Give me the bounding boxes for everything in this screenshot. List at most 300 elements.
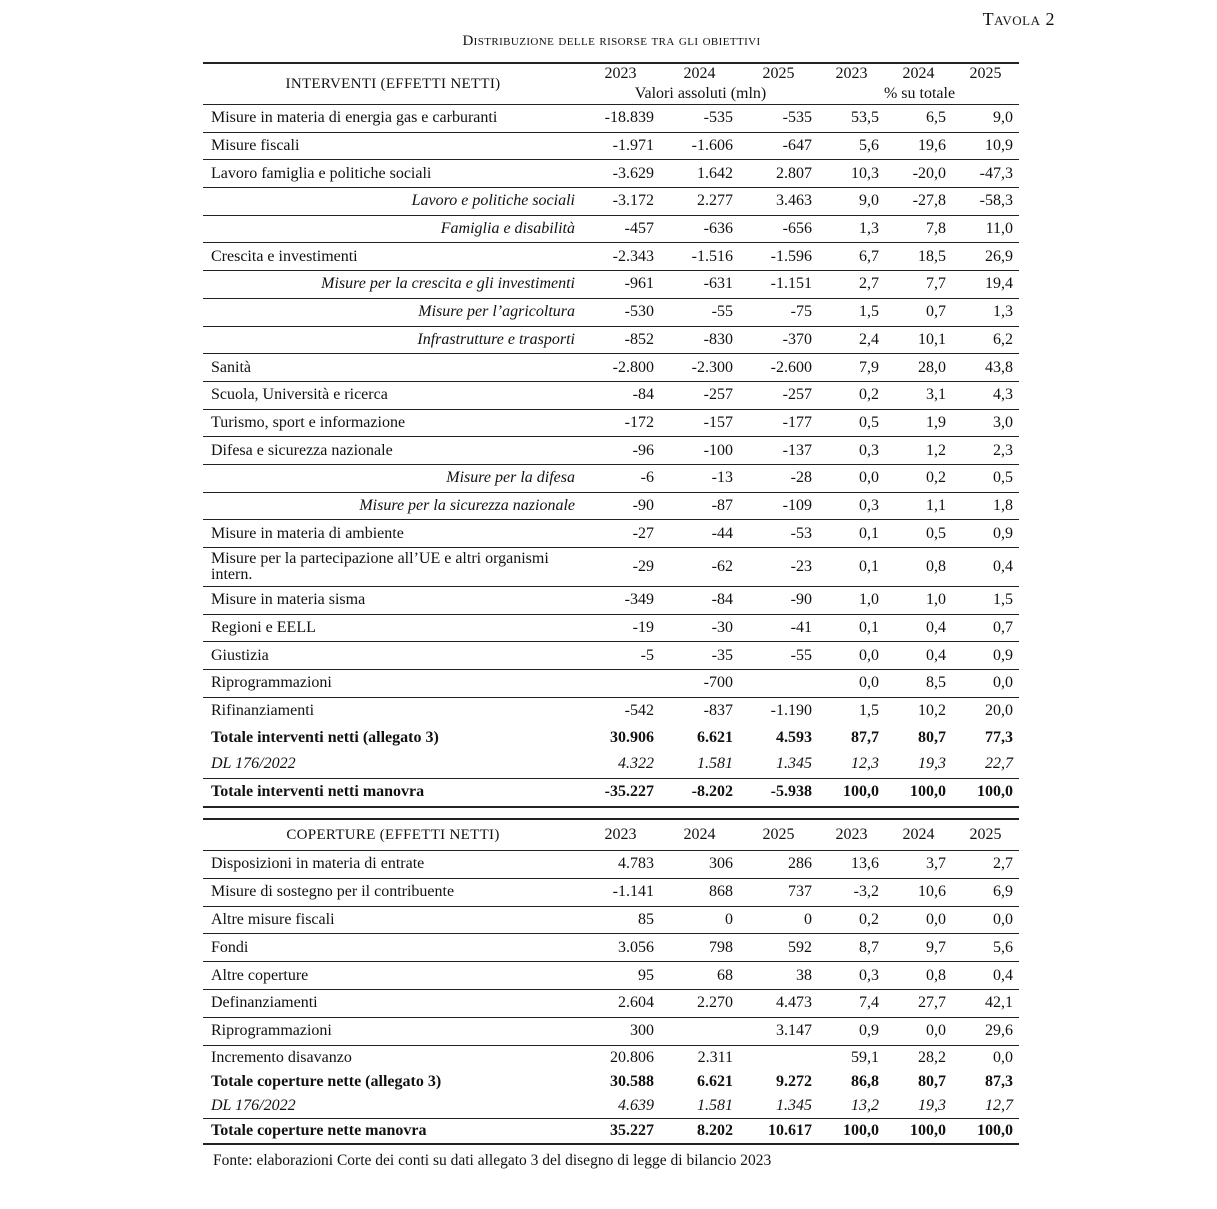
value-cell: -3.629	[581, 160, 660, 188]
value-cell: -837	[703, 702, 733, 720]
value-cell: -109	[739, 492, 818, 520]
unit-absolute-header: Valori assoluti (mln)	[581, 84, 818, 105]
percent-cell: 100,0	[818, 778, 885, 806]
table-row	[203, 520, 1019, 548]
value-cell: -370	[739, 326, 818, 354]
percent-cell: 10,1	[885, 326, 952, 354]
value-cell: -29	[581, 548, 660, 587]
value-cell: 798	[660, 934, 739, 962]
value-cell: 306	[660, 851, 739, 879]
value-cell: 868	[660, 878, 739, 906]
percent-cell: 8,7	[818, 934, 885, 962]
value-cell: -535	[660, 105, 739, 133]
value-cell: 1.642	[660, 160, 739, 188]
value-cell: -84	[660, 587, 739, 615]
value-cell: -90	[581, 492, 660, 520]
percent-cell: 2,4	[818, 326, 885, 354]
value-cell: -100	[660, 437, 739, 465]
value-cell: -257	[660, 381, 739, 409]
table-row	[203, 1017, 1019, 1045]
value-cell: -1.190	[770, 702, 812, 720]
value-cell: 8.202	[660, 1118, 739, 1144]
value-cell: -84	[581, 381, 660, 409]
percent-cell: 77,3	[985, 728, 1013, 746]
percent-cell: 5,6	[818, 132, 885, 160]
value-cell: -852	[581, 326, 660, 354]
value-cell: 0	[660, 906, 739, 934]
percent-cell: 6,5	[885, 105, 952, 133]
value-cell: -636	[660, 215, 739, 243]
percent-cell: 1,3	[952, 298, 1019, 326]
table-row	[203, 697, 1019, 724]
value-cell: 9.272	[776, 1072, 812, 1090]
percent-cell: 100,0	[885, 778, 952, 806]
percent-cell: 18,5	[885, 243, 952, 271]
table-row	[203, 354, 1019, 382]
percent-cell: 0,8	[885, 548, 952, 587]
percent-cell: 6,2	[952, 326, 1019, 354]
value-cell: 4.322	[581, 751, 660, 778]
table-row	[203, 614, 1019, 642]
table-row	[203, 271, 1019, 299]
value-cell: 3.147	[739, 1017, 818, 1045]
value-cell: -530	[581, 298, 660, 326]
row-label: Riprogrammazioni	[203, 1017, 581, 1045]
table-row	[203, 492, 1019, 520]
percent-cell: 0,0	[818, 670, 885, 698]
percent-cell: 42,1	[952, 989, 1019, 1017]
percent-cell: 1,5	[859, 702, 879, 720]
row-label: DL 176/2022	[203, 1094, 581, 1119]
value-cell: -1.141	[581, 878, 660, 906]
value-cell: -2.300	[660, 354, 739, 382]
table-title: Distribuzione delle risorse tra gli obiettivi	[462, 33, 761, 49]
percent-cell: 0,4	[952, 548, 1019, 587]
value-cell: -28	[739, 464, 818, 492]
value-cell: 30.906	[610, 728, 654, 746]
percent-cell: 0,1	[818, 548, 885, 587]
row-label: Fondi	[203, 934, 581, 962]
percent-cell: 1,3	[818, 215, 885, 243]
percent-cell: 5,6	[952, 934, 1019, 962]
percent-cell: 2,7	[818, 271, 885, 299]
value-cell: 1.345	[739, 751, 818, 778]
percent-cell: 0,4	[952, 962, 1019, 990]
unit-percent-header: % su totale	[818, 84, 1019, 105]
value-cell	[739, 670, 818, 698]
year-header: 2023	[835, 65, 868, 82]
value-cell: 68	[660, 962, 739, 990]
value-cell: -656	[739, 215, 818, 243]
value-cell: -1.596	[739, 243, 818, 271]
percent-cell: 9,0	[818, 188, 885, 216]
value-cell: -35.227	[581, 778, 660, 806]
percent-cell: 22,7	[952, 751, 1019, 778]
year-header: 2023	[835, 826, 868, 843]
value-cell: -157	[660, 409, 739, 437]
value-cell: -3.172	[581, 188, 660, 216]
value-cell: 1.345	[739, 1094, 818, 1119]
table-row	[203, 437, 1019, 465]
percent-cell: 12,7	[952, 1094, 1019, 1119]
table-row	[203, 105, 1019, 133]
table-row	[203, 989, 1019, 1017]
percent-cell: 2,7	[952, 851, 1019, 879]
value-cell: 95	[581, 962, 660, 990]
row-label: DL 176/2022	[203, 751, 581, 778]
row-label: Sanità	[203, 354, 581, 382]
value-cell: 286	[739, 851, 818, 879]
row-label: Riprogrammazioni	[203, 670, 581, 698]
value-cell	[660, 1017, 739, 1045]
percent-cell: 6,7	[818, 243, 885, 271]
percent-cell: 1,5	[952, 587, 1019, 615]
value-cell: 6.621	[697, 1072, 733, 1090]
percent-cell: 0,9	[818, 1017, 885, 1045]
table-row	[203, 160, 1019, 188]
value-cell	[739, 1045, 818, 1070]
table-row	[203, 724, 1019, 751]
percent-cell: 87,3	[985, 1072, 1013, 1090]
table-row	[203, 548, 1019, 587]
table-row	[203, 464, 1019, 492]
percent-cell: -27,8	[885, 188, 952, 216]
year-header: 2024	[902, 826, 935, 843]
percent-cell: 9,0	[952, 105, 1019, 133]
row-label: Regioni e EELL	[203, 614, 581, 642]
percent-cell: 2,3	[952, 437, 1019, 465]
value-cell: 38	[739, 962, 818, 990]
row-label: Definanziamenti	[203, 989, 581, 1017]
percent-cell: 8,5	[885, 670, 952, 698]
value-cell: -2.343	[581, 243, 660, 271]
row-label: Misure per la sicurezza nazionale	[203, 492, 581, 520]
percent-cell: 59,1	[851, 1048, 879, 1066]
percent-cell: 10,3	[818, 160, 885, 188]
percent-cell: 12,3	[818, 751, 885, 778]
value-cell: 3.056	[581, 934, 660, 962]
percent-cell: 0,9	[952, 642, 1019, 670]
percent-cell: 100,0	[885, 1118, 952, 1144]
row-label: Totale interventi netti (allegato 3)	[211, 728, 439, 746]
value-cell: 737	[739, 878, 818, 906]
percent-cell: 7,4	[818, 989, 885, 1017]
percent-cell: 86,8	[851, 1072, 879, 1090]
percent-cell: 27,7	[885, 989, 952, 1017]
percent-cell: -58,3	[952, 188, 1019, 216]
value-cell: 4.473	[739, 989, 818, 1017]
table-row	[203, 906, 1019, 934]
value-cell: 2.807	[739, 160, 818, 188]
percent-cell: 1,1	[885, 492, 952, 520]
value-cell: -35	[660, 642, 739, 670]
row-label: Misure per l’agricoltura	[203, 298, 581, 326]
row-label: Misure per la partecipazione all’UE e altri organismi intern.	[203, 548, 581, 587]
percent-cell: -20,0	[885, 160, 952, 188]
row-label: Misure in materia sisma	[203, 587, 581, 615]
percent-cell: 13,2	[818, 1094, 885, 1119]
table-row	[203, 878, 1019, 906]
row-label: Disposizioni in materia di entrate	[203, 851, 581, 879]
percent-cell: 0,5	[952, 464, 1019, 492]
table-row	[203, 1118, 1019, 1144]
percent-cell: 13,6	[818, 851, 885, 879]
value-cell: -90	[739, 587, 818, 615]
value-cell: -27	[581, 520, 660, 548]
percent-cell: 0,5	[885, 520, 952, 548]
table-row	[203, 851, 1019, 879]
row-label: Altre misure fiscali	[203, 906, 581, 934]
value-cell: 2.604	[581, 989, 660, 1017]
value-cell: 20.806	[610, 1048, 654, 1066]
value-cell: -631	[660, 271, 739, 299]
percent-cell: 20,0	[985, 702, 1013, 720]
value-cell: 2.270	[660, 989, 739, 1017]
value-cell: 4.783	[581, 851, 660, 879]
percent-cell: 0,2	[818, 381, 885, 409]
value-cell: 6.621	[697, 728, 733, 746]
value-cell: -19	[581, 614, 660, 642]
percent-cell: 1,5	[818, 298, 885, 326]
percent-cell: 80,7	[918, 1072, 946, 1090]
percent-cell: 43,8	[952, 354, 1019, 382]
year-header: 2025	[969, 65, 1002, 82]
value-cell: 1.581	[660, 1094, 739, 1119]
row-label: Crescita e investimenti	[203, 243, 581, 271]
value-cell: -41	[739, 614, 818, 642]
interventi-table	[203, 62, 1019, 808]
row-label: Misure in materia di ambiente	[203, 520, 581, 548]
row-label: Lavoro famiglia e politiche sociali	[203, 160, 581, 188]
table-row	[203, 1070, 1019, 1094]
percent-cell: 0,0	[818, 464, 885, 492]
value-cell: -961	[581, 271, 660, 299]
percent-cell: 10,2	[918, 702, 946, 720]
percent-cell: 19,6	[885, 132, 952, 160]
table-row	[203, 188, 1019, 216]
value-cell: 85	[581, 906, 660, 934]
percent-cell: 100,0	[952, 778, 1019, 806]
percent-cell: 0,0	[818, 642, 885, 670]
table-row	[203, 243, 1019, 271]
table-row	[203, 1094, 1019, 1119]
percent-cell: 0,0	[885, 906, 952, 934]
percent-cell: 0,7	[952, 614, 1019, 642]
value-cell: -55	[739, 642, 818, 670]
percent-cell: 53,5	[818, 105, 885, 133]
percent-cell: 1,8	[952, 492, 1019, 520]
percent-cell: 1,2	[885, 437, 952, 465]
percent-cell: 0,3	[818, 492, 885, 520]
value-cell: -13	[660, 464, 739, 492]
percent-cell: 0,5	[818, 409, 885, 437]
value-cell: -6	[581, 464, 660, 492]
row-label: Totale coperture nette manovra	[203, 1118, 581, 1144]
value-cell: -18.839	[581, 105, 660, 133]
year-header: 2025	[762, 65, 795, 82]
value-cell: 300	[581, 1017, 660, 1045]
value-cell: -53	[739, 520, 818, 548]
value-cell: -5.938	[739, 778, 818, 806]
value-cell: -2.800	[581, 354, 660, 382]
percent-cell: 0,4	[885, 642, 952, 670]
table-row	[203, 962, 1019, 990]
year-header: 2025	[762, 826, 795, 843]
value-cell: 592	[739, 934, 818, 962]
percent-cell: 1,0	[885, 587, 952, 615]
percent-cell: 19,3	[885, 751, 952, 778]
percent-cell: 10,9	[952, 132, 1019, 160]
table-row	[203, 587, 1019, 615]
percent-cell: 7,8	[885, 215, 952, 243]
row-label: Totale coperture nette (allegato 3)	[211, 1072, 442, 1090]
table-row	[203, 215, 1019, 243]
row-label: Misure per la crescita e gli investimenti	[203, 271, 581, 299]
percent-cell: 7,9	[818, 354, 885, 382]
percent-cell: 0,2	[818, 906, 885, 934]
table-row	[203, 670, 1019, 698]
value-cell: 2.277	[660, 188, 739, 216]
value-cell: -700	[660, 670, 739, 698]
percent-cell: 1,9	[885, 409, 952, 437]
value-cell: -830	[660, 326, 739, 354]
row-label: Rifinanziamenti	[211, 702, 315, 720]
value-cell: -1.516	[660, 243, 739, 271]
row-label: Difesa e sicurezza nazionale	[203, 437, 581, 465]
percent-cell: 0,3	[818, 437, 885, 465]
row-label: Altre coperture	[203, 962, 581, 990]
percent-cell: 0,2	[885, 464, 952, 492]
source-note: Fonte: elaborazioni Corte dei conti su dati allegato 3 del disegno di legge di bilancio 2023	[213, 1152, 772, 1169]
percent-cell: 6,9	[952, 878, 1019, 906]
percent-cell: 100,0	[818, 1118, 885, 1144]
percent-cell: 0,3	[818, 962, 885, 990]
percent-cell: 87,7	[851, 728, 879, 746]
percent-cell: 3,0	[952, 409, 1019, 437]
year-header: 2024	[683, 65, 716, 82]
year-header: 2025	[969, 826, 1002, 843]
percent-cell: 0,1	[818, 520, 885, 548]
table-row	[203, 751, 1019, 778]
row-label: Lavoro e politiche sociali	[203, 188, 581, 216]
row-label: Turismo, sport e informazione	[203, 409, 581, 437]
percent-cell: 0,7	[885, 298, 952, 326]
table-row	[203, 1045, 1019, 1070]
percent-cell: 9,7	[885, 934, 952, 962]
value-cell: -87	[660, 492, 739, 520]
value-cell: 2.311	[697, 1048, 733, 1066]
value-cell: -177	[739, 409, 818, 437]
value-cell: -75	[739, 298, 818, 326]
percent-cell: -3,2	[818, 878, 885, 906]
percent-cell: 1,0	[818, 587, 885, 615]
percent-cell: 0,4	[885, 614, 952, 642]
percent-cell: 0,8	[885, 962, 952, 990]
row-label: Misure per la difesa	[203, 464, 581, 492]
percent-cell: 28,2	[918, 1048, 946, 1066]
value-cell: -1.151	[739, 271, 818, 299]
percent-cell: 28,0	[885, 354, 952, 382]
value-cell: -44	[660, 520, 739, 548]
value-cell: 3.463	[739, 188, 818, 216]
value-cell: -1.606	[660, 132, 739, 160]
table-row	[203, 298, 1019, 326]
value-cell: -96	[581, 437, 660, 465]
coperture-heading: COPERTURE (EFFETTI NETTI)	[286, 826, 500, 843]
percent-cell: 3,1	[885, 381, 952, 409]
value-cell: -349	[581, 587, 660, 615]
year-header: 2024	[902, 65, 935, 82]
percent-cell: 19,3	[885, 1094, 952, 1119]
value-cell: -30	[660, 614, 739, 642]
value-cell: -257	[739, 381, 818, 409]
value-cell: -457	[581, 215, 660, 243]
value-cell: -1.971	[581, 132, 660, 160]
row-label: Infrastrutture e trasporti	[203, 326, 581, 354]
row-label: Giustizia	[203, 642, 581, 670]
value-cell: -535	[739, 105, 818, 133]
value-cell: -8.202	[660, 778, 739, 806]
row-label: Misure di sostegno per il contribuente	[203, 878, 581, 906]
value-cell	[581, 670, 660, 698]
value-cell: 4.639	[581, 1094, 660, 1119]
table-row	[203, 132, 1019, 160]
row-label: Incremento disavanzo	[211, 1048, 352, 1066]
value-cell: -137	[739, 437, 818, 465]
value-cell: -5	[581, 642, 660, 670]
interventi-heading: INTERVENTI (EFFETTI NETTI)	[203, 63, 581, 105]
row-label: Totale interventi netti manovra	[203, 778, 581, 806]
value-cell: -2.600	[739, 354, 818, 382]
percent-cell: 10,6	[885, 878, 952, 906]
value-cell: 4.593	[776, 728, 812, 746]
value-cell: -172	[581, 409, 660, 437]
percent-cell: 29,6	[952, 1017, 1019, 1045]
year-header: 2024	[683, 826, 716, 843]
table-row	[203, 642, 1019, 670]
value-cell: 10.617	[739, 1118, 818, 1144]
table-row	[203, 381, 1019, 409]
percent-cell: 0,9	[952, 520, 1019, 548]
value-cell: -23	[739, 548, 818, 587]
percent-cell: 0,0	[885, 1017, 952, 1045]
percent-cell: 26,9	[952, 243, 1019, 271]
percent-cell: 0,0	[952, 670, 1019, 698]
coperture-table	[203, 818, 1019, 1145]
table-row	[203, 934, 1019, 962]
percent-cell: 7,7	[885, 271, 952, 299]
percent-cell: 11,0	[952, 215, 1019, 243]
table-number: Tavola 2	[982, 9, 1055, 29]
percent-cell: 3,7	[885, 851, 952, 879]
row-label: Misure in materia di energia gas e carburanti	[203, 105, 581, 133]
percent-cell: 100,0	[952, 1118, 1019, 1144]
percent-cell: 80,7	[918, 728, 946, 746]
table-row	[203, 326, 1019, 354]
row-label: Scuola, Università e ricerca	[203, 381, 581, 409]
row-label: Famiglia e disabilità	[203, 215, 581, 243]
percent-cell: -47,3	[952, 160, 1019, 188]
percent-cell: 19,4	[952, 271, 1019, 299]
value-cell: -542	[624, 702, 654, 720]
year-header: 2023	[604, 826, 637, 843]
value-cell: 35.227	[581, 1118, 660, 1144]
value-cell: -647	[739, 132, 818, 160]
value-cell: 0	[739, 906, 818, 934]
percent-cell: 4,3	[952, 381, 1019, 409]
value-cell: -62	[660, 548, 739, 587]
value-cell: 30.588	[610, 1072, 654, 1090]
